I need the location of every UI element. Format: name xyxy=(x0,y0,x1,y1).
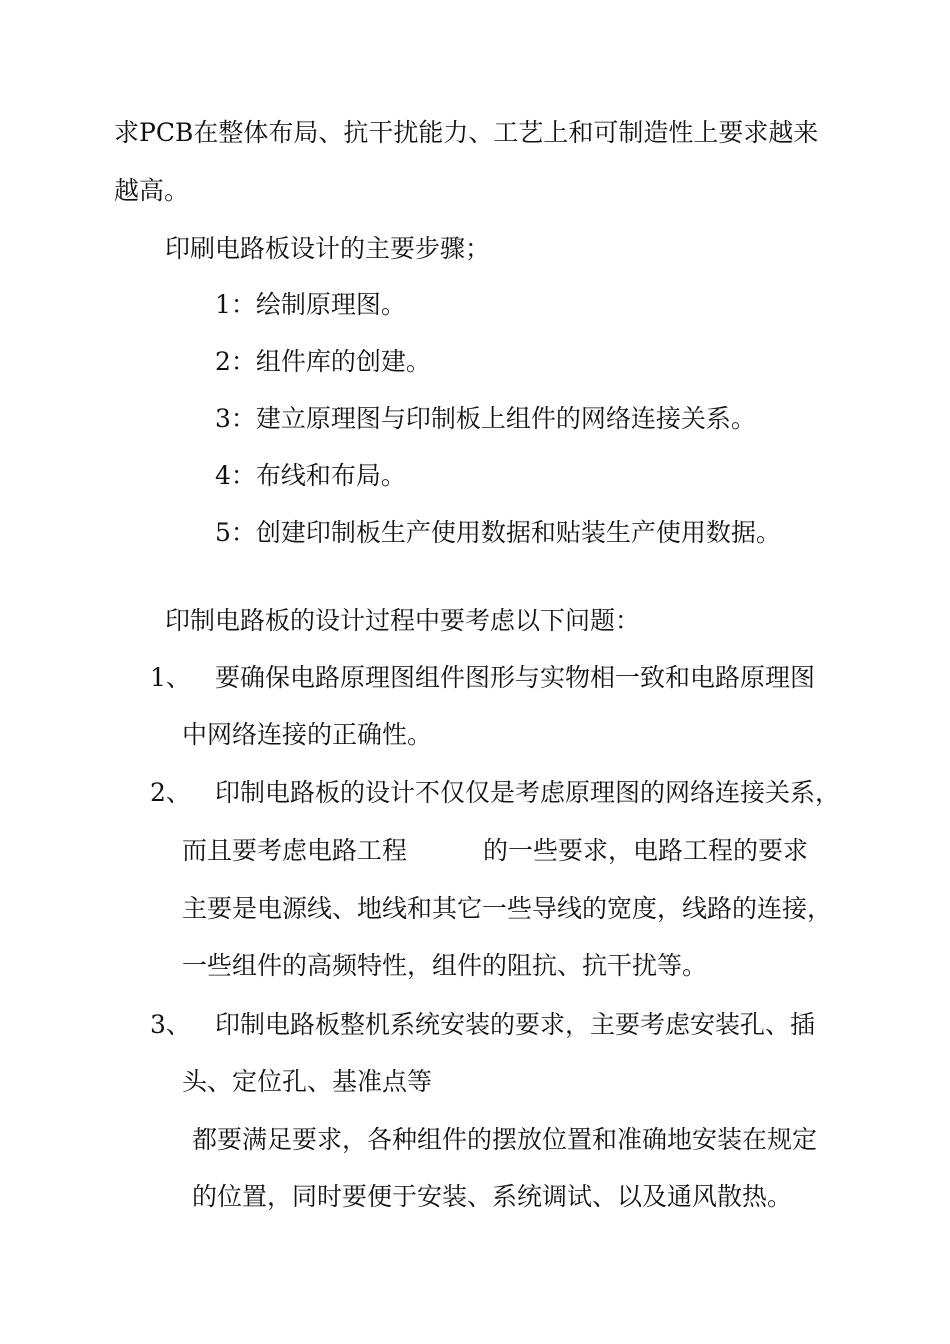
step-item: 3：建立原理图与印制板上组件的网络连接关系。 xyxy=(215,404,756,433)
consideration-line: 一些组件的高频特性，组件的阻抗、抗干扰等。 xyxy=(182,951,708,980)
consideration-line: 印制电路板的设计不仅仅是考虑原理图的网络连接关系， xyxy=(215,778,841,807)
consideration-number: 2、 xyxy=(150,778,191,807)
consideration-line: 头、定位孔、基准点等 xyxy=(182,1067,433,1096)
step-item: 1：绘制原理图。 xyxy=(215,290,406,319)
consideration-line-part: 的一些要求，电路工程的要求 xyxy=(483,836,809,865)
steps-heading: 印刷电路板设计的主要步骤； xyxy=(165,234,491,263)
consideration-line: 都要满足要求，各种组件的摆放位置和准确地安装在规定 xyxy=(192,1125,818,1154)
consideration-line: 印制电路板整机系统安装的要求，主要考虑安装孔、插 xyxy=(215,1010,816,1039)
considerations-heading: 印制电路板的设计过程中要考虑以下问题： xyxy=(165,606,641,635)
consideration-line: 要确保电路原理图组件图形与实物相一致和电路原理图 xyxy=(215,663,816,692)
intro-line: 求PCB在整体布局、抗干扰能力、工艺上和可制造性上要求越来 xyxy=(114,118,819,147)
step-item: 5：创建印制板生产使用数据和贴装生产使用数据。 xyxy=(215,518,781,547)
intro-line: 越高。 xyxy=(114,176,190,205)
consideration-number: 3、 xyxy=(150,1010,191,1039)
consideration-line: 主要是电源线、地线和其它一些导线的宽度，线路的连接， xyxy=(182,894,833,923)
consideration-line-part: 而且要考虑电路工程 xyxy=(182,836,408,865)
consideration-line xyxy=(182,836,808,866)
step-item: 4：布线和布局。 xyxy=(215,461,406,490)
consideration-number: 1、 xyxy=(150,663,191,692)
consideration-line: 中网络连接的正确性。 xyxy=(182,720,433,749)
step-item: 2：组件库的创建。 xyxy=(215,347,431,376)
consideration-line: 的位置，同时要便于安装、系统调试、以及通风散热。 xyxy=(192,1182,793,1211)
